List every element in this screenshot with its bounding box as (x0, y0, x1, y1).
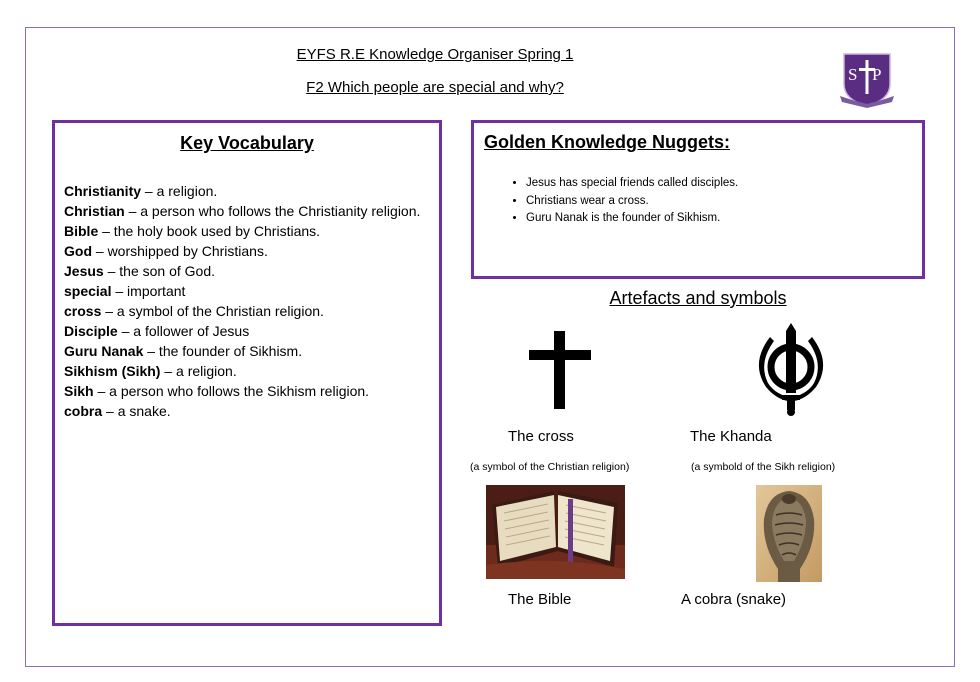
bible-image (486, 485, 625, 579)
cobra-image (756, 485, 822, 582)
vocab-definition: – a person who follows the Christianity religion. (124, 203, 421, 219)
school-logo-icon (838, 50, 896, 110)
key-vocabulary-panel (52, 120, 442, 626)
vocab-item (64, 221, 424, 241)
vocab-item (64, 241, 424, 261)
vocab-item (64, 341, 424, 361)
vocab-term: special (64, 283, 112, 299)
golden-knowledge-heading: Golden Knowledge Nuggets: (484, 132, 730, 152)
logo-letter-s: S (848, 65, 858, 84)
nugget-item: • Jesus has special friends called disciples. (526, 175, 738, 193)
vocabulary-list (64, 181, 424, 421)
vocab-term: God (64, 243, 92, 259)
cross-icon (529, 331, 591, 409)
vocab-item (64, 321, 424, 341)
khanda-icon (754, 323, 828, 417)
page-title: EYFS R.E Knowledge Organiser Spring 1 (296, 46, 574, 63)
vocab-definition: – a snake. (102, 403, 171, 419)
cross-note: (a symbol of the Christian religion) (470, 461, 630, 473)
logo-letter-p: P (872, 65, 882, 84)
vocab-definition: – a symbol of the Christian religion. (101, 303, 324, 319)
vocab-definition: – the founder of Sikhism. (143, 343, 303, 359)
vocab-term: Guru Nanak (64, 343, 144, 359)
vocab-definition: – a religion. (141, 183, 218, 199)
vocab-definition: – a person who follows the Sikhism religion. (93, 383, 370, 399)
khanda-note: (a symbold of the Sikh religion) (691, 461, 836, 473)
vocab-term: Christian (64, 203, 125, 219)
vocab-term: Bible (64, 223, 99, 239)
khanda-caption: The Khanda (690, 428, 772, 445)
vocab-definition: – a follower of Jesus (117, 323, 250, 339)
vocab-term: Christianity (64, 183, 142, 199)
vocab-definition: – the holy book used by Christians. (98, 223, 321, 239)
vocab-term: Sikh (64, 383, 94, 399)
vocab-item (64, 181, 424, 201)
vocab-term: Jesus (64, 263, 104, 279)
vocab-item (64, 201, 424, 221)
vocab-item (64, 301, 424, 321)
vocab-item (64, 261, 424, 281)
vocab-term: Sikhism (Sikh) (64, 363, 161, 379)
cobra-caption: A cobra (snake) (681, 591, 787, 608)
nuggets-list (502, 175, 738, 228)
nugget-item: • Christians wear a cross. (526, 193, 738, 211)
vocab-term: cobra (64, 403, 103, 419)
bible-caption: The Bible (508, 591, 572, 608)
key-vocabulary-heading: Key Vocabulary (180, 133, 314, 153)
page-subtitle: F2 Which people are special and why? (306, 79, 564, 96)
vocab-item (64, 401, 424, 421)
vocab-definition: – a religion. (160, 363, 237, 379)
vocab-term: cross (64, 303, 102, 319)
vocab-item (64, 381, 424, 401)
vocab-definition: – important (111, 283, 186, 299)
vocab-term: Disciple (64, 323, 118, 339)
nugget-item: • Guru Nanak is the founder of Sikhism. (526, 210, 738, 228)
vocab-item (64, 281, 424, 301)
vocab-item (64, 361, 424, 381)
cross-caption: The cross (508, 428, 574, 445)
golden-knowledge-panel (471, 120, 925, 279)
vocab-definition: – worshipped by Christians. (92, 243, 268, 259)
vocab-definition: – the son of God. (103, 263, 215, 279)
artefacts-heading: Artefacts and symbols (609, 288, 787, 308)
